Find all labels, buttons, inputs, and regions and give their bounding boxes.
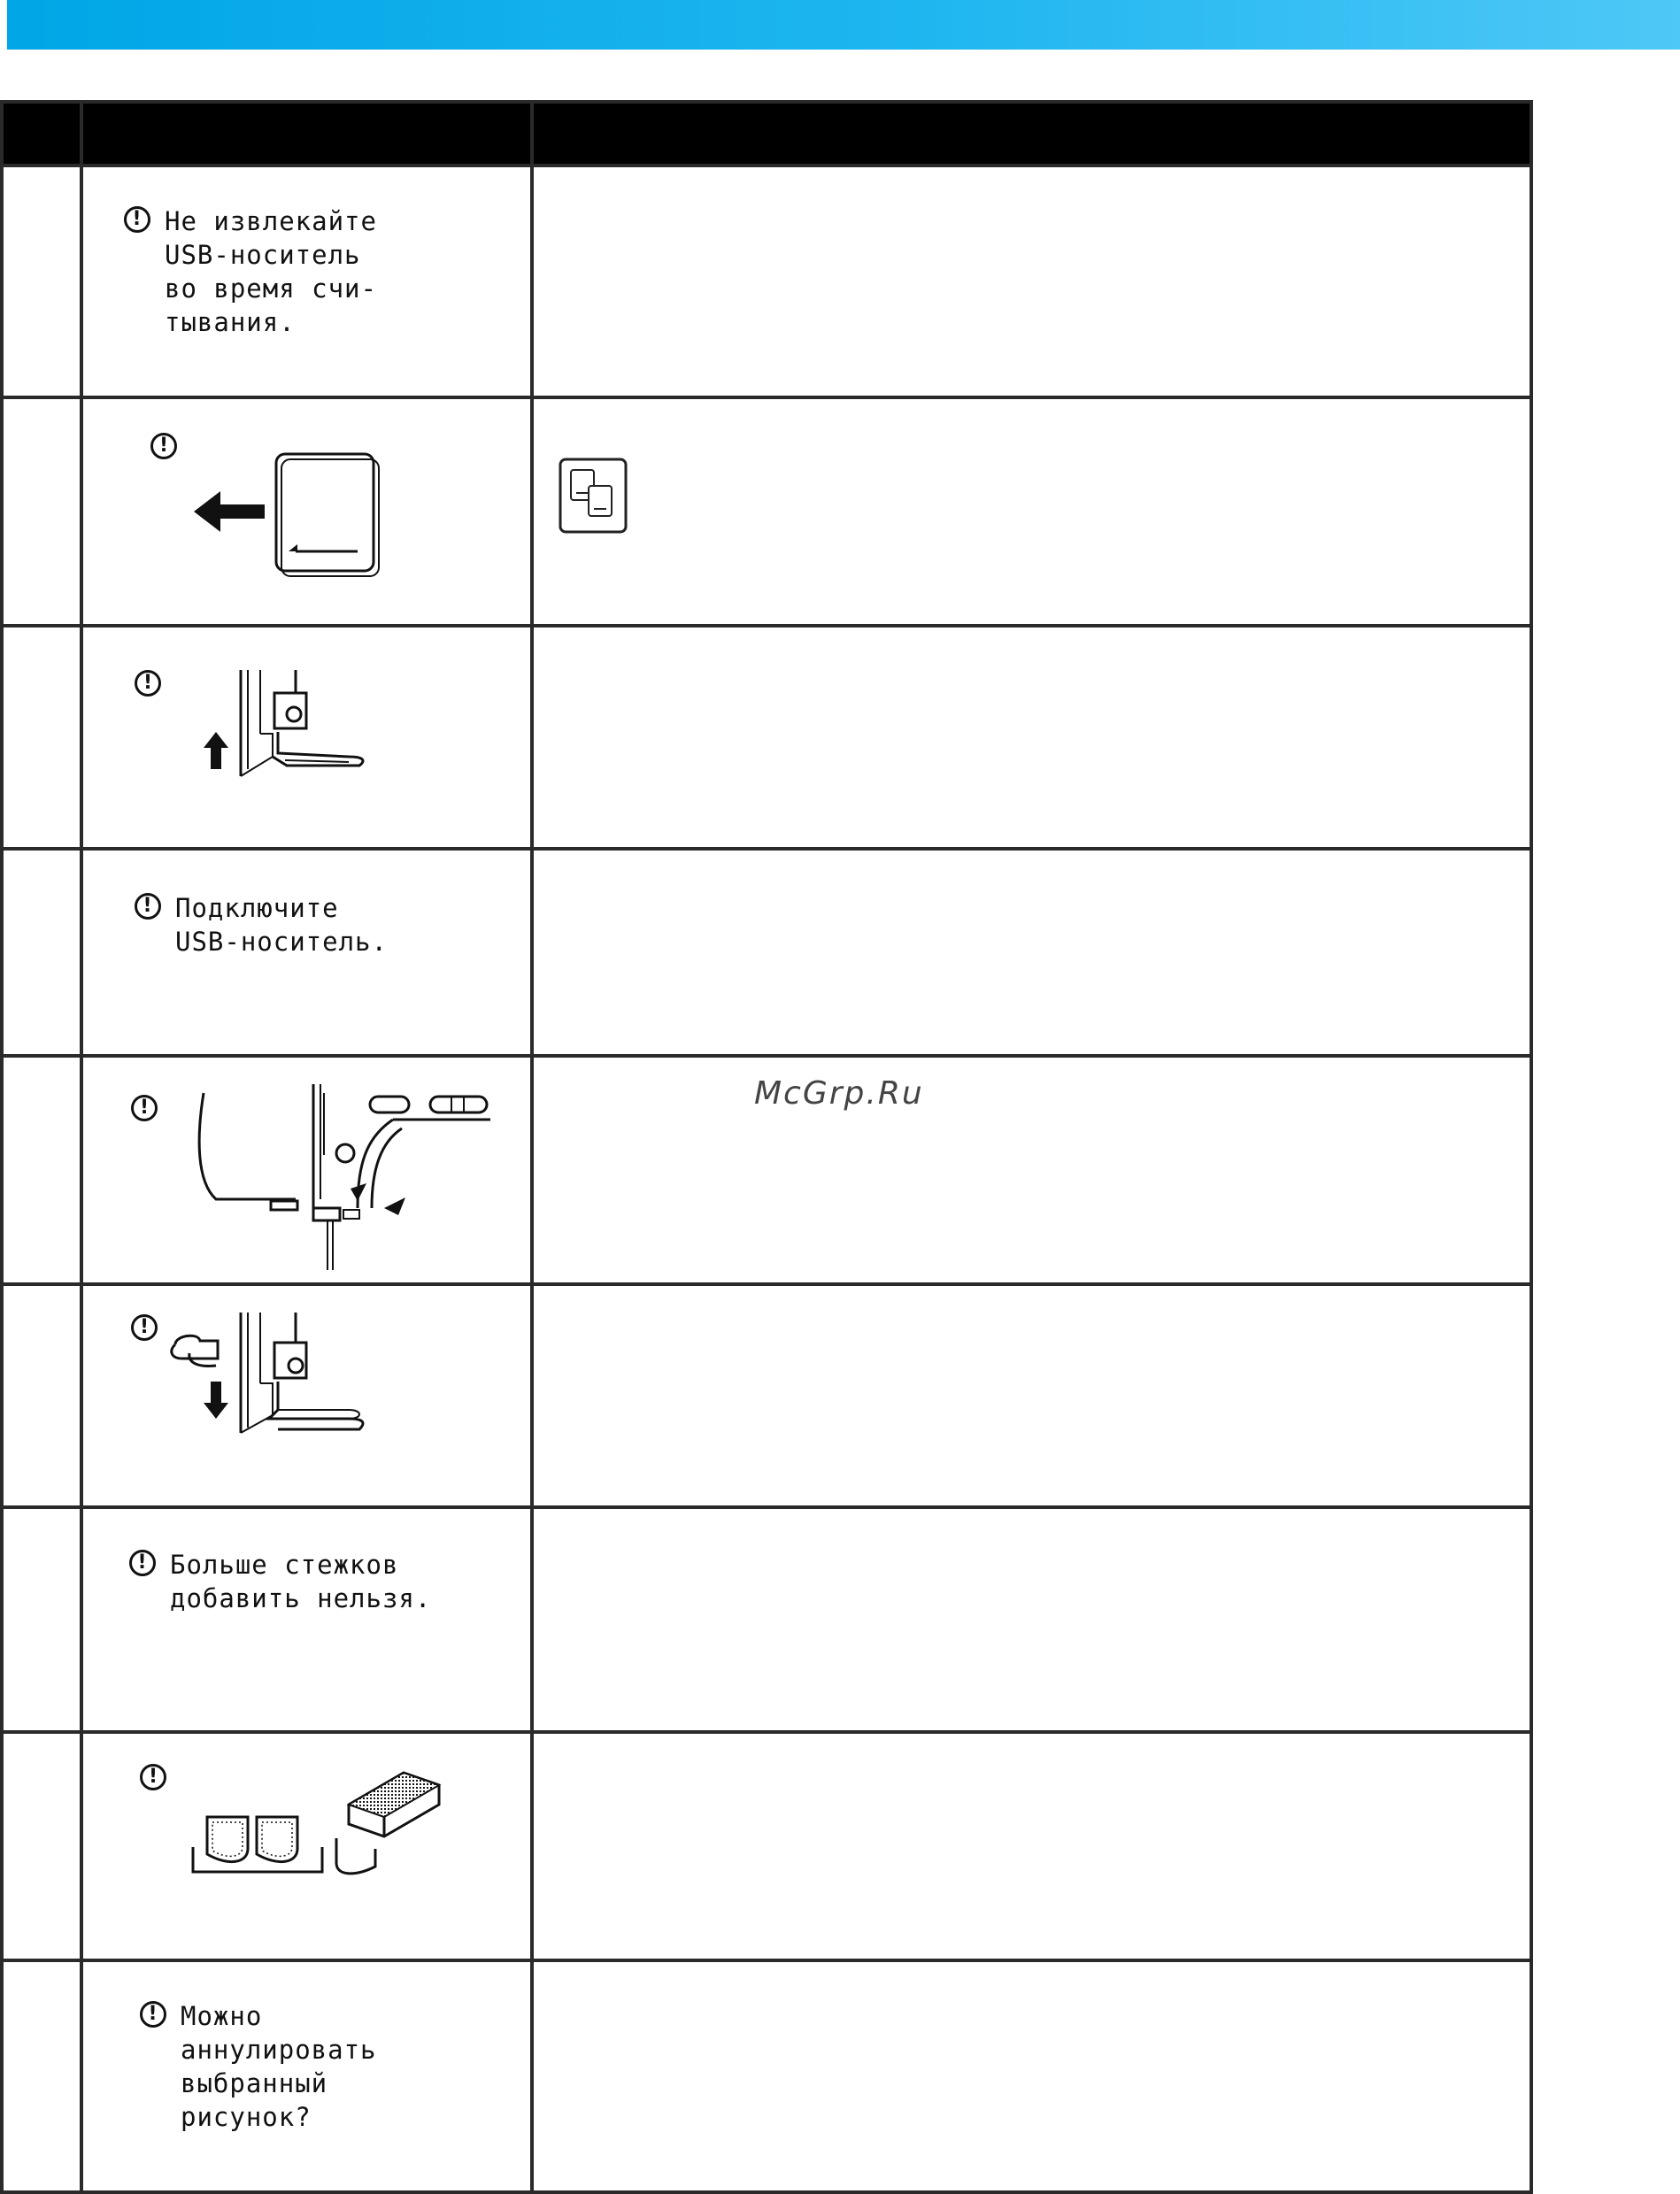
table-row (2, 1284, 1531, 1507)
row-number-cell (2, 1732, 81, 1960)
error-message-table (0, 100, 1533, 2194)
row-description-cell (532, 626, 1531, 849)
row-number-cell (2, 166, 81, 397)
lcd-message (124, 204, 530, 339)
lcd-line: Больше стежков (170, 1550, 399, 1580)
row-message-cell (81, 1284, 532, 1507)
table-row (2, 1960, 1531, 2192)
patterns-eraser-picture (83, 1734, 530, 1959)
lcd-line: рисунок? (181, 2102, 312, 2132)
lcd-message (140, 1999, 530, 2134)
table-header-row (2, 102, 1531, 166)
row-description-cell (532, 1960, 1531, 2192)
exclamation-circle-icon: ! (124, 206, 150, 233)
table-row (2, 626, 1531, 849)
lcd-message (135, 891, 530, 958)
row-description-cell (532, 1732, 1531, 1960)
presser-foot-lower-picture (83, 1286, 530, 1505)
exclamation-circle-icon: ! (140, 2001, 166, 2028)
presser-foot-raise-picture (83, 627, 530, 847)
row-number-cell (2, 1284, 81, 1507)
stitch-pattern-icon (336, 1838, 375, 1874)
table-row (2, 397, 1531, 626)
header-cell-message (81, 102, 532, 166)
presser-foot-lower-svg (83, 1286, 530, 1509)
down-arrow-icon (204, 1382, 228, 1419)
patterns-eraser-svg (83, 1734, 530, 1962)
memory-copy-key-icon (559, 458, 638, 546)
row-number-cell (2, 1960, 81, 2192)
memory-page-icon (276, 454, 374, 571)
lcd-line: во время счи- (165, 273, 377, 304)
lcd-line: Можно (181, 2001, 263, 2031)
exclamation-circle-icon: ! (131, 1314, 158, 1341)
lcd-line: аннулировать (181, 2035, 377, 2065)
lcd-line: Подключите (175, 893, 339, 923)
row-number-cell (2, 849, 81, 1056)
row-description-cell (532, 166, 1531, 397)
exclamation-circle-icon: ! (140, 1764, 166, 1790)
curved-arrow-icon (384, 1197, 405, 1215)
stitch-pattern-icon (257, 1817, 297, 1862)
lcd-line: Не извлекайте (165, 206, 377, 236)
table-row (2, 1732, 1531, 1960)
curved-arrow-icon (351, 1183, 366, 1201)
row-description-cell (532, 397, 1531, 626)
lcd-line: добавить нельзя. (170, 1583, 432, 1613)
row-message-cell (81, 849, 532, 1056)
row-message-cell (81, 397, 532, 626)
row-number-cell (2, 1507, 81, 1732)
stitch-pattern-icon (207, 1817, 248, 1862)
lcd-message (129, 1548, 530, 1615)
row-number-cell (2, 1056, 81, 1284)
up-arrow-icon (204, 732, 228, 769)
exclamation-circle-icon: ! (129, 1550, 156, 1576)
lcd-line: USB-носитель. (175, 927, 388, 957)
row-message-cell (81, 1507, 532, 1732)
lcd-line: USB-носитель (165, 240, 361, 270)
row-message-cell (81, 626, 532, 849)
presser-foot-raise-svg (83, 627, 530, 851)
watermark-text: McGrp.Ru (754, 1075, 924, 1112)
exclamation-circle-icon: ! (135, 893, 161, 920)
header-cell-description (532, 102, 1531, 166)
row-message-cell (81, 1056, 532, 1284)
table-row (2, 1507, 1531, 1732)
buttonhole-lever-picture (83, 1058, 530, 1282)
header-color-bar (7, 0, 1680, 50)
row-description-cell (532, 1056, 1531, 1284)
lcd-line: тывания. (165, 307, 296, 337)
exclamation-circle-icon: ! (131, 1095, 158, 1121)
lcd-line: выбранный (181, 2068, 328, 2098)
memory-page-left-arrow-picture (83, 399, 530, 624)
row-message-cell (81, 1732, 532, 1960)
row-number-cell (2, 397, 81, 626)
row-description-cell (532, 1507, 1531, 1732)
table-row (2, 849, 1531, 1056)
left-arrow-icon (194, 491, 265, 532)
memory-page-arrow-svg (83, 399, 530, 627)
row-description-cell (532, 849, 1531, 1056)
exclamation-circle-icon: ! (135, 670, 161, 697)
header-cell-number (2, 102, 81, 166)
row-message-cell (81, 1960, 532, 2192)
exclamation-circle-icon: ! (150, 433, 177, 459)
buttonhole-lever-svg (83, 1058, 530, 1286)
row-description-cell (532, 1284, 1531, 1507)
row-number-cell (2, 626, 81, 849)
row-message-cell (81, 166, 532, 397)
table-row (2, 166, 1531, 397)
